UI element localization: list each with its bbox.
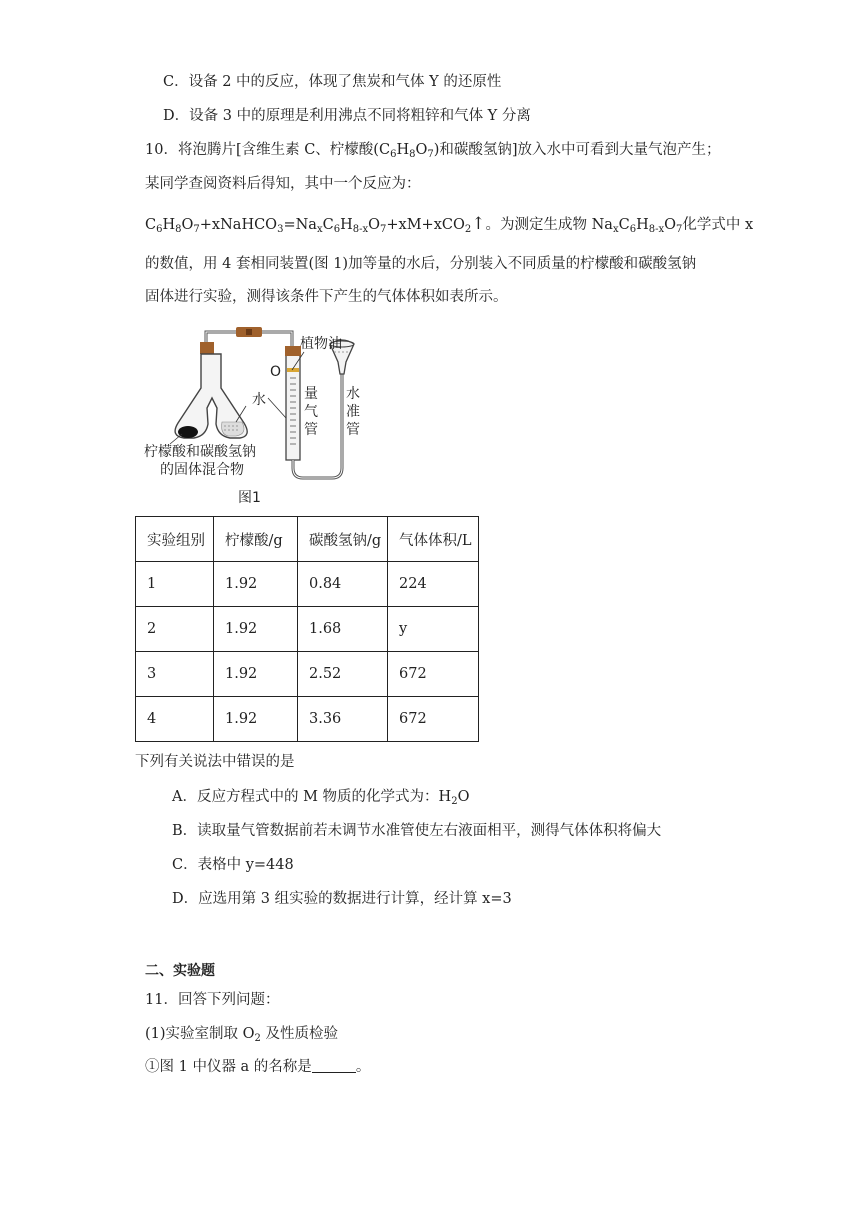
label-solid-2: 的固体混合物 [160, 462, 244, 478]
table-row [136, 562, 479, 607]
table-cell: 1.92 [214, 652, 298, 697]
table-cell: 672 [388, 697, 479, 742]
table-cell: y [388, 607, 479, 652]
section-title: 二、实验题 [145, 963, 215, 979]
table-header-row [136, 517, 479, 562]
table-header: 柠檬酸/g [214, 517, 298, 562]
label-oil: 植物油 [300, 336, 342, 352]
table-cell: 2.52 [298, 652, 388, 697]
table-cell: 0.84 [298, 562, 388, 607]
apparatus-figure [140, 318, 370, 510]
q10-line1: 10．将泡腾片[含维生素 C、柠檬酸$(C_6H_8O_7)$和碳酸氢钠]放入水中可看到大量气泡产生； [145, 142, 721, 160]
table-cell: 1.68 [298, 607, 388, 652]
table-cell: 1.92 [214, 607, 298, 652]
q10-option-c: C．表格中 y=448 [172, 857, 294, 873]
table-cell: 1.92 [214, 697, 298, 742]
table-cell: 1 [136, 562, 214, 607]
label-o: O [270, 364, 282, 380]
q10-option-b: B．读取量气管数据前若未调节水准管使左右液面相平，测得气体体积将偏大 [172, 823, 662, 839]
q10-line4: 的数值，用 4 套相同装置(图 1)加等量的水后，分别装入不同质量的柠檬酸和碳酸氢钠 [145, 256, 697, 272]
gas-measuring-tube [286, 348, 300, 460]
table-header: 实验组别 [136, 517, 214, 562]
label-tube1-a: 量 [304, 386, 318, 402]
label-tube2-c: 管 [346, 422, 360, 438]
q10-option-a: A．反应方程式中的 M 物质的化学式为：$H_2O$ [172, 789, 470, 807]
gas-volume-table [135, 516, 479, 742]
table-cell: 3 [136, 652, 214, 697]
label-tube2-a: 水 [346, 386, 360, 402]
q10-equation-line: $C_6H_8O_7+xNaHCO_3=Na_xC_6H_{8-x}O_7+xM+xCO_2↑$。为测定生成物 $Na_xC_6H_{8-x}O_7$化学式中 x [145, 214, 754, 235]
answer-blank[interactable] [312, 1058, 356, 1073]
table-cell: 224 [388, 562, 479, 607]
q11-title: 11．回答下列问题： [145, 992, 280, 1008]
q11-part1: (1)实验室制取 $O_2$ 及性质检验 [145, 1026, 339, 1044]
table-cell: 4 [136, 697, 214, 742]
table-cell: 672 [388, 652, 479, 697]
table-cell: 2 [136, 607, 214, 652]
q10-line5: 固体进行实验，测得该条件下产生的气体体积如表所示。 [145, 289, 508, 305]
stopper-left [200, 342, 214, 354]
figure-caption: 图1 [238, 490, 261, 506]
table-header: 气体体积/L [388, 517, 479, 562]
table-cell: 3.36 [298, 697, 388, 742]
q10-prompt: 下列有关说法中错误的是 [135, 754, 295, 770]
table-row [136, 652, 479, 697]
q10-option-d: D．应选用第 3 组实验的数据进行计算，经计算 x=3 [172, 891, 512, 907]
label-solid-1: 柠檬酸和碳酸氢钠 [144, 444, 256, 460]
table-row [136, 607, 479, 652]
label-tube2-b: 准 [346, 404, 360, 420]
solid-mixture [178, 426, 198, 438]
q11-item1: ①图 1 中仪器 a 的名称是 。 [145, 1059, 371, 1075]
q10-line2: 某同学查阅资料后得知，其中一个反应为： [145, 176, 421, 192]
table-header: 碳酸氢钠/g [298, 517, 388, 562]
table-cell: 1.92 [214, 562, 298, 607]
option-d-prev: D．设备 3 中的原理是利用沸点不同将粗锌和气体 Y 分离 [163, 108, 531, 124]
table-row [136, 697, 479, 742]
label-tube1-b: 气 [304, 404, 318, 420]
label-water: 水 [252, 392, 266, 408]
option-c-prev: C．设备 2 中的反应，体现了焦炭和气体 Y 的还原性 [163, 74, 502, 90]
label-tube1-c: 管 [304, 422, 318, 438]
